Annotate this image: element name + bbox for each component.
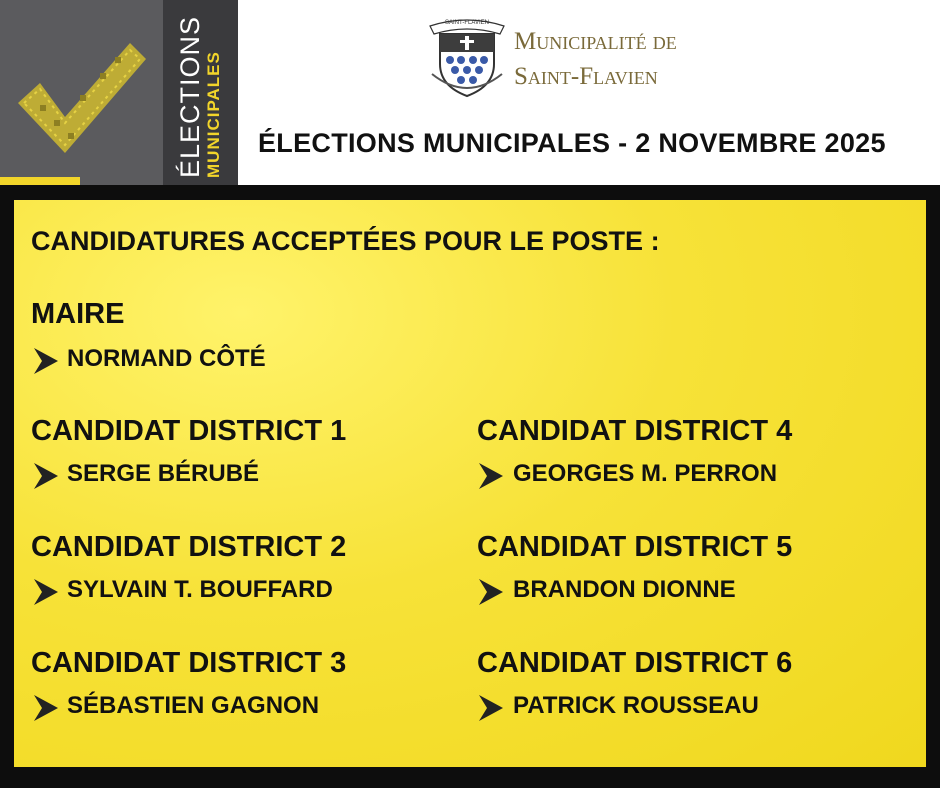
chevron-right-icon	[32, 461, 60, 491]
crest-top-text: SAINT-FLAVIEN	[445, 20, 489, 26]
candidate-district-3: SÉBASTIEN GAGNON	[67, 692, 320, 719]
badge-vertical-text	[175, 16, 223, 178]
elections-badge	[0, 0, 238, 185]
candidate-mayor: NORMAND CÔTÉ	[67, 345, 266, 372]
role-district-3: CANDIDAT DISTRICT 3	[31, 647, 347, 679]
candidate-district-2: SYLVAIN T. BOUFFARD	[67, 576, 333, 603]
chevron-right-icon	[477, 577, 505, 607]
role-district-5: CANDIDAT DISTRICT 5	[477, 531, 793, 563]
role-mayor: MAIRE	[31, 298, 125, 330]
role-district-6: CANDIDAT DISTRICT 6	[477, 647, 793, 679]
role-district-1: CANDIDAT DISTRICT 1	[31, 415, 347, 447]
panel-heading: CANDIDATURES ACCEPTÉES POUR LE POSTE :	[31, 226, 660, 256]
crest-icon	[428, 12, 506, 98]
municipality-name	[514, 24, 677, 94]
badge-accent-bar	[0, 177, 80, 185]
candidate-district-4: GEORGES M. PERRON	[513, 460, 778, 487]
chevron-right-icon	[32, 693, 60, 723]
role-district-2: CANDIDAT DISTRICT 2	[31, 531, 347, 563]
chevron-right-icon	[32, 577, 60, 607]
page-title: ÉLECTIONS MUNICIPALES - 2 NOVEMBRE 2025	[258, 128, 886, 158]
chevron-right-icon	[477, 461, 505, 491]
role-district-4: CANDIDAT DISTRICT 4	[477, 415, 793, 447]
candidate-district-5: BRANDON DIONNE	[513, 576, 736, 603]
badge-line1: ÉLECTIONS	[175, 15, 205, 178]
badge-line2: MUNICIPALES	[204, 51, 223, 178]
checkmark-icon	[10, 25, 150, 165]
municipality-name-line2: Saint-Flavien	[514, 63, 658, 90]
municipality-name-line1: Municipalité de	[514, 28, 677, 55]
municipality-logo	[428, 12, 748, 102]
chevron-right-icon	[477, 693, 505, 723]
candidate-district-6: PATRICK ROUSSEAU	[513, 692, 759, 719]
chevron-right-icon	[32, 346, 60, 376]
candidate-district-1: SERGE BÉRUBÉ	[67, 460, 260, 487]
